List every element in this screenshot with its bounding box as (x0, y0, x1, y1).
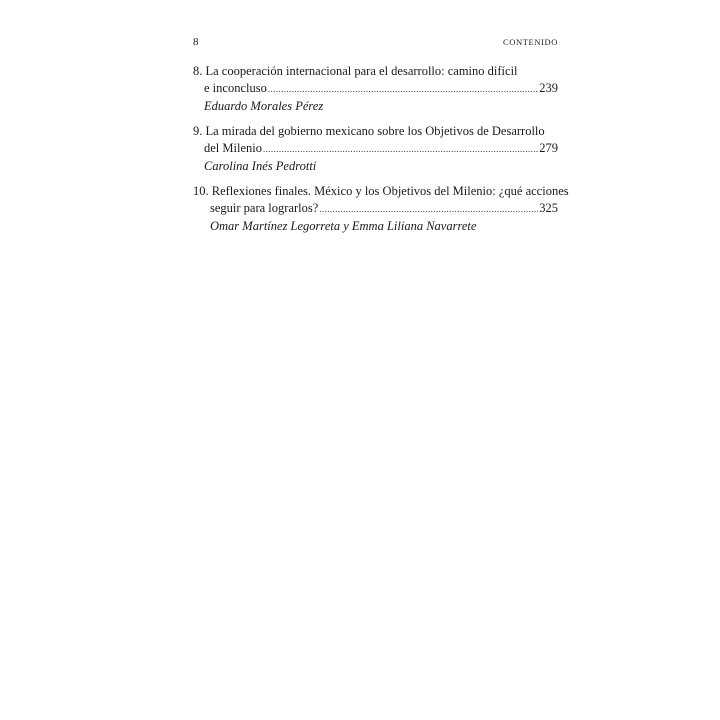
toc-entry-leader-line (193, 140, 558, 158)
toc-entry-title-continued: e inconcluso (204, 81, 267, 95)
toc-entry-page: 279 (539, 141, 558, 155)
toc-entry-author: Omar Martínez Legorreta y Emma Liliana Navarrete (210, 219, 477, 233)
dot-leader (319, 201, 538, 218)
toc-entry-title-line (193, 183, 569, 200)
toc-entry-title-line (193, 63, 558, 80)
dot-leader (263, 141, 538, 158)
toc-entry-8 (193, 63, 558, 115)
toc-entry-title-continued: del Milenio (204, 141, 262, 155)
toc-entry-title: Reflexiones finales. México y los Objetivos del Milenio: ¿qué acciones (211, 184, 569, 198)
toc-entry-title: La cooperación internacional para el desarrollo: camino difícil (205, 64, 518, 78)
toc-entry-number: 8. (193, 64, 203, 78)
toc-entry-page: 325 (539, 201, 558, 215)
toc-entry-leader-line (193, 80, 558, 98)
toc-entry-9 (193, 123, 558, 175)
toc-entry-title-line (193, 123, 558, 140)
dot-leader (268, 81, 538, 98)
toc-entry-title: La mirada del gobierno mexicano sobre los Objetivos de Desarrollo (205, 124, 545, 138)
toc-entry-number: 10. (193, 184, 209, 198)
toc-entry-10 (193, 183, 569, 235)
toc-entry-leader-line (193, 200, 558, 218)
toc-entry-page: 239 (539, 81, 558, 95)
toc-entry-author: Carolina Inés Pedrotti (204, 159, 317, 173)
page-number: 8 (193, 36, 199, 48)
running-head: CONTENIDO (503, 37, 558, 47)
toc-entry-number: 9. (193, 124, 203, 138)
page-header (193, 36, 558, 52)
toc-entry-author: Eduardo Morales Pérez (204, 99, 324, 113)
toc-entry-title-continued: seguir para lograrlos? (210, 201, 319, 215)
table-of-contents (193, 63, 569, 243)
